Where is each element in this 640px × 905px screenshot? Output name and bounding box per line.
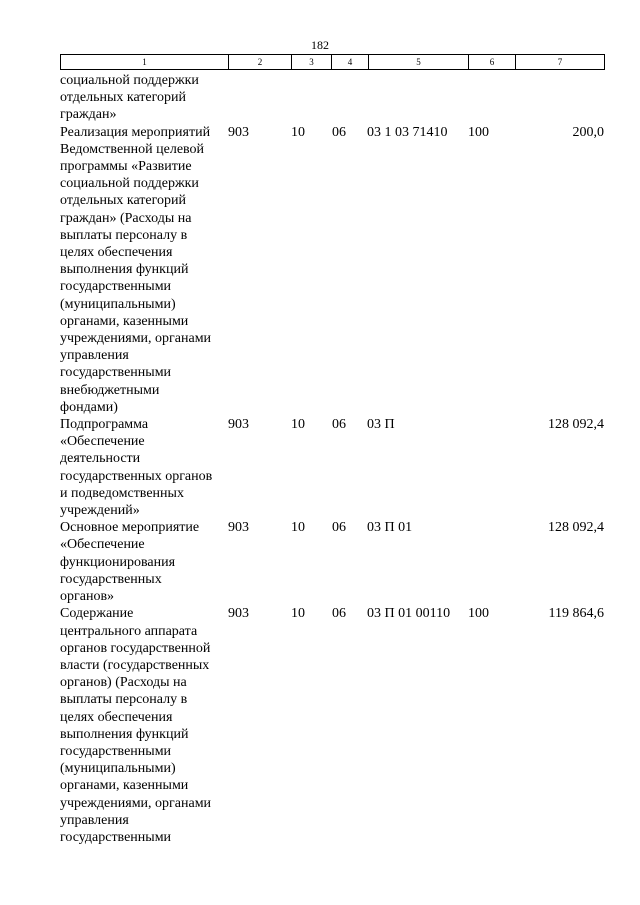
budget-code: 903 [228,606,249,622]
row-name-line: фондами) [60,399,118,415]
row-name-line: Реализация мероприятий [60,124,211,140]
section: 10 [291,606,305,622]
target-article: 03 1 03 71410 [367,124,448,140]
amount: 200,0 [572,124,604,140]
row-name-line: граждан» (Расходы на [60,210,192,226]
row-name-line: центрального аппарата [60,623,198,639]
row-name-line: учреждениями, органами [60,795,212,811]
row-name [60,605,230,846]
budget-code: 903 [228,417,249,433]
budget-code: 903 [228,124,249,140]
target-article: 03 П [367,417,395,433]
row-name-line: социальной поддержки [60,176,199,192]
page-number: 182 [311,38,329,52]
budget-code: 903 [228,520,249,536]
expense-type: 100 [468,606,489,622]
row-name-line: граждан» [60,107,117,123]
row-name-line: выполнения функций [60,726,189,742]
row-name-line: органов) (Расходы на [60,675,187,691]
row-name-line: функционирования [60,554,176,570]
row-name-line: государственными [60,365,172,381]
row-name [60,519,230,605]
row-name-line: органами, казенными [60,778,189,794]
row-name-line: государственными [60,743,172,759]
row-name-line: управления [60,348,129,364]
table-row [60,124,620,416]
row-name-line: управления [60,812,129,828]
subsection: 06 [332,520,346,536]
row-name-line: «Обеспечение [60,537,145,553]
subsection: 06 [332,417,346,433]
section: 10 [291,520,305,536]
row-name-line: органов» [60,589,115,605]
row-name-line: и подведомственных [60,485,184,501]
row-name-line: выплаты персоналу в [60,692,188,708]
row-name-line: отдельных категорий [60,90,187,106]
row-name-line: государственных органов [60,468,213,484]
row-name-line: учреждений» [60,503,140,519]
row-name-line: (муниципальными) [60,761,176,777]
row-name-line: учреждениями, органами [60,331,212,347]
column-header-4: 4 [332,55,369,70]
row-name-line: отдельных категорий [60,193,187,209]
target-article: 03 П 01 00110 [367,606,451,622]
row-name-line: государственными [60,279,172,295]
table-row [60,519,620,605]
row-name-line: власти (государственных [60,657,210,673]
row-name-line: социальной поддержки [60,73,199,88]
row-name-line: программы «Развитие [60,159,192,175]
column-header-5: 5 [369,55,469,70]
row-name-line: органами, казенными [60,313,189,329]
row-name-line: государственных [60,571,162,587]
row-name [60,416,230,519]
table-row [60,605,620,846]
row-name-line: выплаты персоналу в [60,227,188,243]
row-name-line: выполнения функций [60,262,189,278]
column-header-1: 1 [61,55,229,70]
row-name-line: внебюджетными [60,382,160,398]
target-article: 03 П 01 [367,520,413,536]
row-name-line: Ведомственной целевой [60,141,205,157]
section: 10 [291,417,305,433]
row-name-line: деятельности [60,451,141,467]
budget-table-body [60,72,620,846]
row-name-line: Основное мероприятие [60,520,200,536]
row-name [60,72,230,124]
amount: 128 092,4 [548,520,604,536]
column-header-3: 3 [292,55,332,70]
expense-type: 100 [468,124,489,140]
column-header-2: 2 [229,55,292,70]
table-row [60,416,620,519]
row-name-line: органов государственной [60,640,211,656]
row-name-line: (муниципальными) [60,296,176,312]
column-number-header [60,54,605,70]
column-header-7: 7 [516,55,605,70]
row-name [60,124,230,416]
column-header-6: 6 [469,55,516,70]
row-name-line: Подпрограмма [60,417,149,433]
table-row [60,72,620,124]
row-name-line: целях обеспечения [60,709,173,725]
row-name-line: целях обеспечения [60,245,173,261]
row-name-line: Содержание [60,606,134,622]
subsection: 06 [332,606,346,622]
row-name-line: государственными [60,829,172,845]
amount: 128 092,4 [548,417,604,433]
amount: 119 864,6 [548,606,604,622]
section: 10 [291,124,305,140]
subsection: 06 [332,124,346,140]
row-name-line: «Обеспечение [60,434,145,450]
